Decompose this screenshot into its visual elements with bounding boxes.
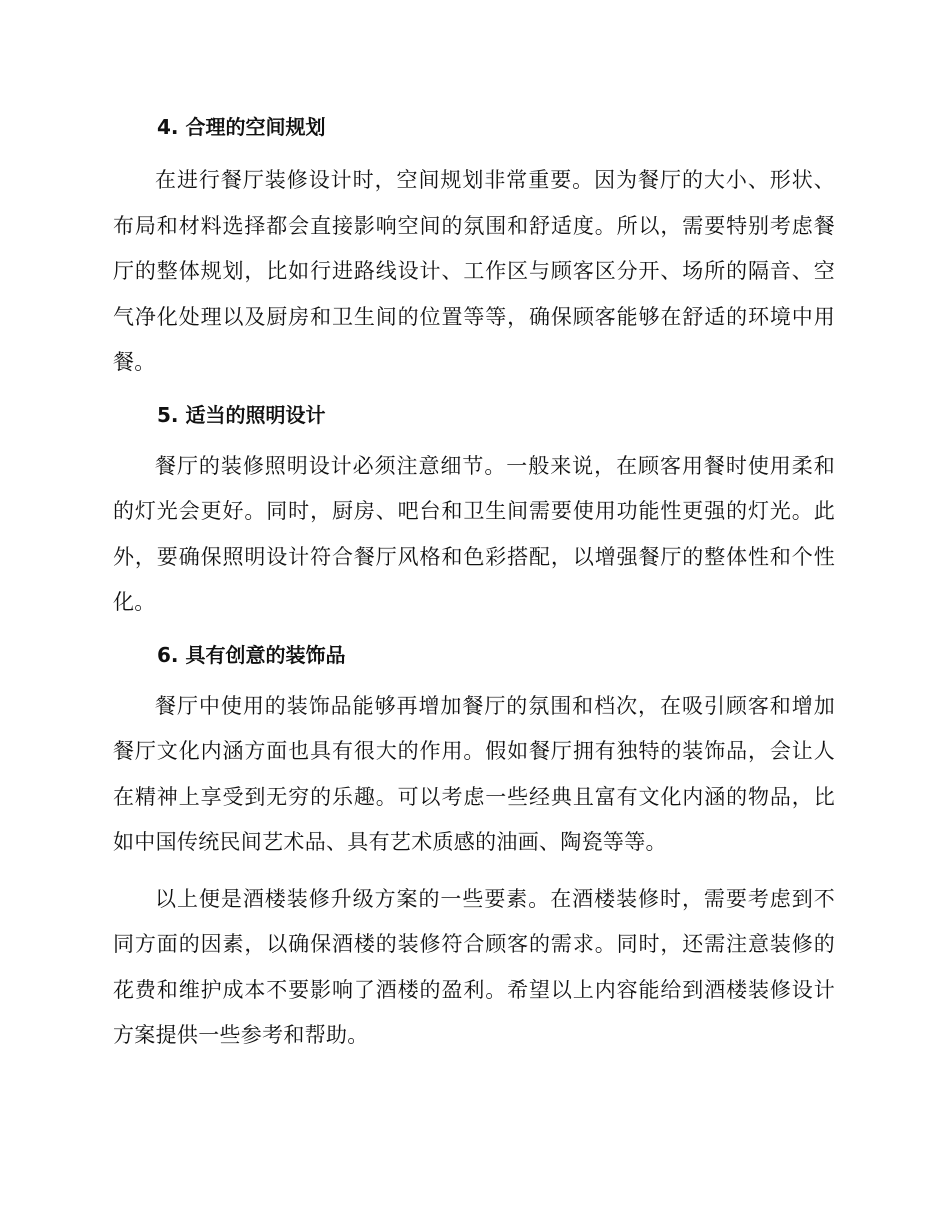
document-body (113, 112, 835, 1059)
section-heading-space-planning: 4. 合理的空间规划 (157, 115, 326, 139)
paragraph-decorations: 餐厅中使用的装饰品能够再增加餐厅的氛围和档次，在吸引顾客和增加餐厅文化内涵方面也具有很大的作用。假如餐厅拥有独特的装饰品，会让人在精神上享受到无穷的乐趣。可以考虑一些经典且富有文化内涵的物品，比如中国传统民间艺术品、具有艺术质感的油画、陶瓷等等。 (113, 693, 835, 854)
paragraph-conclusion: 以上便是酒楼装修升级方案的一些要素。在酒楼装修时，需要考虑到不同方面的因素，以确保酒楼的装修符合顾客的需求。同时，还需注意装修的花费和维护成本不要影响了酒楼的盈利。希望以上内容能给到酒楼装修设计方案提供一些参考和帮助。 (113, 886, 835, 1047)
paragraph-lighting-design: 餐厅的装修照明设计必须注意细节。一般来说，在顾客用餐时使用柔和的灯光会更好。同时，厨房、吧台和卫生间需要使用功能性更强的灯光。此外，要确保照明设计符合餐厅风格和色彩搭配，以增强餐厅的整体性和个性化。 (113, 453, 835, 614)
paragraph-space-planning: 在进行餐厅装修设计时，空间规划非常重要。因为餐厅的大小、形状、布局和材料选择都会直接影响空间的氛围和舒适度。所以，需要特别考虑餐厅的整体规划，比如行进路线设计、工作区与顾客区分开、场所的隔音、空气净化处理以及厨房和卫生间的位置等等，确保顾客能够在舒适的环境中用餐。 (113, 168, 835, 374)
section-heading-lighting-design: 5. 适当的照明设计 (157, 402, 326, 427)
section-heading-decorations: 6. 具有创意的装饰品 (157, 642, 346, 667)
